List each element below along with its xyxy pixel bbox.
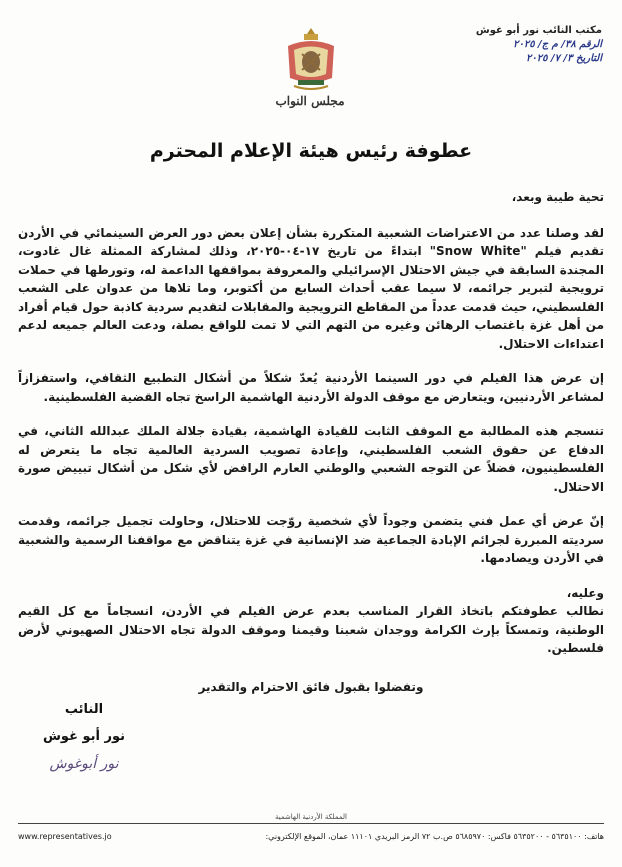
therefore-line: وعليه، bbox=[566, 585, 604, 600]
paragraph-4: إنّ عرض أي عمل فني يتضمن وجوداً لأي شخصية روّجت للاحتلال، وحاولت تجميل جرائمه، وقدمت سرديته المبررة لجرائم الإبادة الجماعية ضد الإنسانية في غزة يتناقض مع مواقفنا الرسمية والشعبية في الأردن ويصادمها. bbox=[18, 514, 604, 565]
letter-footer bbox=[18, 832, 604, 841]
footer-website: www.representatives.jo bbox=[18, 832, 112, 841]
letter-date: التاريخ ٣/ ٧/ ٢٠٢٥ bbox=[526, 53, 602, 64]
paragraph-1: لقد وصلنا عدد من الاعتراضات الشعبية المتكررة بشأن إعلان بعض دور العرض السينمائي في الأردن تقديم فيلم "Snow White" ابتداءً من تاريخ ١٧-٠٤-٢٠٢٥، وذلك لمشاركة الممثلة غال غادوت، المجندة السابقة في جيش الاحتلال الإسرائيلي والمعروفة بمواقفها الداعمة له، وتورطها في حملات ترويجية لتبرير جرائمه، لا سيما عقب أحداث السابع من أكتوبر، وما تلاها من عدوان على الشعب الفلسطيني، حيث قدمت عدداً من المقاطع الترويجية والمقابلات لتقديم سردية كاذبة حول قيام أفراد من أهل غزة باغتصاب الرهائن وغيره من التهم التي لا تمت للواقع بصلة، ودعت العالم جميعه لدعم اعتداءات الاحتلال. bbox=[18, 225, 604, 351]
letter-body bbox=[18, 188, 604, 696]
paragraph-2: إن عرض هذا الفيلم في دور السينما الأردنية يُعدّ شكلاً من أشكال التطبيع الثقافي، واستفزازاً لمشاعر الأردنيين، ويتعارض مع موقف الدولة الأردنية الهاشمية الراسخ تجاه القضية الفلسطينية. bbox=[18, 371, 604, 404]
greeting: تحية طيبة وبعد، bbox=[511, 190, 604, 204]
closing-line: وتفضلوا بقبول فائق الاحترام والتقدير bbox=[198, 679, 424, 694]
footer-contact: هاتف: ٥٦٣٥١٠٠ - ٥٦٣٥٢٠٠ فاكس: ٥٦٨٥٩٧٠ ص.ب ٧٢ الرمز البريدي ١١١٠١ عمان، الموقع الإلكتروني: bbox=[265, 832, 604, 841]
office-name: مكتب النائب نور أبو غوش bbox=[475, 25, 602, 36]
request-paragraph: نطالب عطوفتكم باتخاذ القرار المناسب بعدم عرض الفيلم في الأردن، انسجاماً مع كل القيم الوطنية، وتمسكاً بإرث الكرامة ووجدان شعبنا وقيمنا وموقف الدولة تجاه الاحتلال الصهيوني لأرض فلسطين. bbox=[18, 604, 604, 655]
signature-block bbox=[24, 702, 144, 784]
reference-number: الرقم ٣٨/ م ج/ ٢٠٢٥ bbox=[513, 39, 602, 50]
letter-title: عطوفة رئيس هيئة الإعلام المحترم bbox=[149, 140, 473, 162]
letter-header-office bbox=[402, 24, 602, 66]
footer-seal: المملكة الأردنية الهاشمية bbox=[255, 813, 367, 821]
footer-divider bbox=[18, 823, 604, 824]
handwritten-signature: نور أبوغوش bbox=[49, 756, 119, 772]
coat-of-arms-icon bbox=[280, 24, 342, 94]
signature-name: نور أبو غوش bbox=[42, 729, 126, 744]
signature-role: النائب bbox=[64, 702, 104, 717]
parliament-name: مجلس النواب bbox=[275, 94, 345, 108]
paragraph-3: تنسجم هذه المطالبة مع الموقف الثابت للقيادة الهاشمية، بقيادة جلالة الملك عبدالله الثاني، في الدفاع عن حقوق الشعب الفلسطيني، وإعادة تصويب السردية العالمية تجاه ما يتعرض له الفلسطينيون، فضلاً عن التوجه الشعبي والوطني العارم الرافض لأي شكل من أشكال تبييض صورة الاحتلال. bbox=[18, 424, 604, 494]
